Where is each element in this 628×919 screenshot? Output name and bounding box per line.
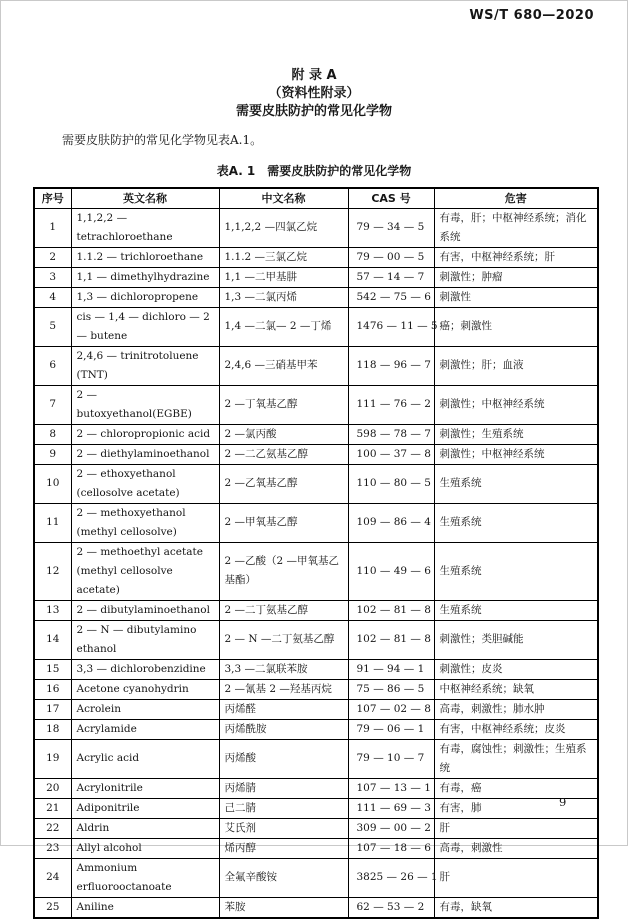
- cell-hazard: 有害，中枢神经系统；肝: [434, 247, 598, 267]
- table-row: [34, 679, 598, 699]
- cell-english: 1,1,2,2 — tetrachloroethane: [71, 208, 219, 247]
- cell-cas: 102 — 81 — 8: [348, 620, 434, 659]
- cell-chinese: 1,4 —二氯— 2 —丁烯: [219, 307, 348, 346]
- col-header-english: 英文名称: [71, 188, 219, 208]
- table-row: [34, 838, 598, 858]
- table-row: [34, 897, 598, 918]
- cell-hazard: 肝: [434, 858, 598, 897]
- cell-index: 22: [34, 818, 71, 838]
- cell-hazard: 生殖系统: [434, 464, 598, 503]
- cell-chinese: 1.1.2 —三氯乙烷: [219, 247, 348, 267]
- cell-cas: 79 — 10 — 7: [348, 739, 434, 778]
- cell-chinese: 2 —丁氧基乙醇: [219, 385, 348, 424]
- cell-english: 2 — chloropropionic acid: [71, 424, 219, 444]
- cell-cas: 107 — 18 — 6: [348, 838, 434, 858]
- table-row: [34, 798, 598, 818]
- cell-index: 21: [34, 798, 71, 818]
- col-header-index: 序号: [34, 188, 71, 208]
- cell-chinese: 2 —二乙氨基乙醇: [219, 444, 348, 464]
- cell-english: 1.1.2 — trichloroethane: [71, 247, 219, 267]
- table-row: [34, 620, 598, 659]
- cell-index: 15: [34, 659, 71, 679]
- intro-paragraph: 需要皮肤防护的常见化学物见表A.1。: [62, 133, 263, 147]
- cell-index: 13: [34, 600, 71, 620]
- cell-index: 11: [34, 503, 71, 542]
- table-row: [34, 424, 598, 444]
- cell-index: 24: [34, 858, 71, 897]
- cell-english: Aldrin: [71, 818, 219, 838]
- table-row: [34, 444, 598, 464]
- cell-index: 12: [34, 542, 71, 600]
- cell-index: 1: [34, 208, 71, 247]
- cell-english: 1,3 — dichloropropene: [71, 287, 219, 307]
- cell-chinese: 2 —乙氧基乙醇: [219, 464, 348, 503]
- cell-hazard: 有害，肺: [434, 798, 598, 818]
- doc-code: WS/T 680—2020: [469, 8, 594, 23]
- table-row: [34, 208, 598, 247]
- cell-chinese: 1,1 —二甲基肼: [219, 267, 348, 287]
- cell-cas: 118 — 96 — 7: [348, 346, 434, 385]
- cell-english: 2 — N — dibutylamino ethanol: [71, 620, 219, 659]
- cell-hazard: 癌；刺激性: [434, 307, 598, 346]
- cell-cas: 79 — 06 — 1: [348, 719, 434, 739]
- col-header-chinese: 中文名称: [219, 188, 348, 208]
- cell-hazard: 刺激性；皮炎: [434, 659, 598, 679]
- cell-chinese: 3,3 —二氯联苯胺: [219, 659, 348, 679]
- cell-cas: 57 — 14 — 7: [348, 267, 434, 287]
- cell-cas: 79 — 34 — 5: [348, 208, 434, 247]
- cell-cas: 111 — 69 — 3: [348, 798, 434, 818]
- cell-english: 2 — butoxyethanol(EGBE): [71, 385, 219, 424]
- cell-hazard: 刺激性；生殖系统: [434, 424, 598, 444]
- cell-cas: 102 — 81 — 8: [348, 600, 434, 620]
- cell-index: 5: [34, 307, 71, 346]
- cell-index: 14: [34, 620, 71, 659]
- cell-cas: 598 — 78 — 7: [348, 424, 434, 444]
- table-row: [34, 659, 598, 679]
- cell-index: 16: [34, 679, 71, 699]
- table-row: [34, 739, 598, 778]
- cell-english: 3,3 — dichlorobenzidine: [71, 659, 219, 679]
- cell-chinese: 2 —氰基 2 —羟基丙烷: [219, 679, 348, 699]
- table-row: [34, 385, 598, 424]
- cell-english: 2,4,6 — trinitrotoluene (TNT): [71, 346, 219, 385]
- cell-cas: 62 — 53 — 2: [348, 897, 434, 918]
- cell-cas: 309 — 00 — 2: [348, 818, 434, 838]
- cell-english: Adiponitrile: [71, 798, 219, 818]
- cell-cas: 100 — 37 — 8: [348, 444, 434, 464]
- cell-chinese: 丙烯酸: [219, 739, 348, 778]
- cell-cas: 109 — 86 — 4: [348, 503, 434, 542]
- appendix-title-line2: （资料性附录）: [268, 86, 360, 101]
- cell-hazard: 生殖系统: [434, 542, 598, 600]
- cell-index: 23: [34, 838, 71, 858]
- cell-english: 2 — methoethyl acetate (methyl cellosolve acetate): [71, 542, 219, 600]
- cell-hazard: 有毒，癌: [434, 778, 598, 798]
- cell-cas: 107 — 13 — 1: [348, 778, 434, 798]
- table-row: [34, 719, 598, 739]
- cell-cas: 542 — 75 — 6: [348, 287, 434, 307]
- cell-hazard: 生殖系统: [434, 503, 598, 542]
- cell-hazard: 刺激性；中枢神经系统: [434, 444, 598, 464]
- appendix-title-line1: 附 录 A: [291, 68, 337, 83]
- cell-chinese: 2 —乙酸（2 —甲氧基乙基酯）: [219, 542, 348, 600]
- cell-hazard: 刺激性；中枢神经系统: [434, 385, 598, 424]
- table-caption: 表A. 1 需要皮肤防护的常见化学物: [216, 164, 412, 178]
- cell-hazard: 刺激性: [434, 287, 598, 307]
- cell-chinese: 1,1,2,2 —四氯乙烷: [219, 208, 348, 247]
- cell-hazard: 中枢神经系统；缺氧: [434, 679, 598, 699]
- table-row: [34, 818, 598, 838]
- cell-hazard: 高毒，刺激性；肺水肿: [434, 699, 598, 719]
- cell-english: Acrylic acid: [71, 739, 219, 778]
- cell-chinese: 2,4,6 —三硝基甲苯: [219, 346, 348, 385]
- table-row: [34, 464, 598, 503]
- cell-cas: 91 — 94 — 1: [348, 659, 434, 679]
- cell-english: Aniline: [71, 897, 219, 918]
- cell-index: 20: [34, 778, 71, 798]
- cell-hazard: 有毒，肝；中枢神经系统；消化系统: [434, 208, 598, 247]
- cell-cas: 3825 — 26 — 1: [348, 858, 434, 897]
- appendix-title-line3: 需要皮肤防护的常见化学物: [235, 104, 392, 119]
- chemicals-table: [33, 187, 599, 919]
- cell-chinese: 丙烯醛: [219, 699, 348, 719]
- cell-index: 19: [34, 739, 71, 778]
- cell-chinese: 2 —氯丙酸: [219, 424, 348, 444]
- cell-index: 18: [34, 719, 71, 739]
- table-row: [34, 247, 598, 267]
- cell-english: 2 — ethoxyethanol (cellosolve acetate): [71, 464, 219, 503]
- page-number: 9: [559, 795, 567, 809]
- cell-hazard: 刺激性；类胆碱能: [434, 620, 598, 659]
- cell-index: 10: [34, 464, 71, 503]
- table-row: [34, 307, 598, 346]
- cell-chinese: 2 —甲氧基乙醇: [219, 503, 348, 542]
- col-header-cas: CAS 号: [348, 188, 434, 208]
- table-row: [34, 287, 598, 307]
- cell-index: 25: [34, 897, 71, 918]
- table-row: [34, 267, 598, 287]
- cell-english: 2 — methoxyethanol (methyl cellosolve): [71, 503, 219, 542]
- cell-hazard: 高毒，刺激性: [434, 838, 598, 858]
- cell-index: 8: [34, 424, 71, 444]
- cell-english: Allyl alcohol: [71, 838, 219, 858]
- cell-english: cis — 1,4 — dichloro — 2 — butene: [71, 307, 219, 346]
- table-row: [34, 542, 598, 600]
- cell-hazard: 有毒，缺氧: [434, 897, 598, 918]
- table-row: [34, 600, 598, 620]
- cell-index: 17: [34, 699, 71, 719]
- cell-chinese: 艾氏剂: [219, 818, 348, 838]
- cell-chinese: 丙烯腈: [219, 778, 348, 798]
- cell-hazard: 有害，中枢神经系统；皮炎: [434, 719, 598, 739]
- cell-english: Acrylonitrile: [71, 778, 219, 798]
- cell-cas: 111 — 76 — 2: [348, 385, 434, 424]
- cell-index: 2: [34, 247, 71, 267]
- cell-cas: 75 — 86 — 5: [348, 679, 434, 699]
- table-row: [34, 778, 598, 798]
- cell-english: Ammonium erfluorooctanoate: [71, 858, 219, 897]
- cell-english: Acetone cyanohydrin: [71, 679, 219, 699]
- cell-cas: 110 — 49 — 6: [348, 542, 434, 600]
- table-row: [34, 858, 598, 897]
- appendix-title-block: [1, 67, 627, 121]
- cell-cas: 107 — 02 — 8: [348, 699, 434, 719]
- table-row: [34, 699, 598, 719]
- cell-chinese: 己二腈: [219, 798, 348, 818]
- cell-chinese: 丙烯酰胺: [219, 719, 348, 739]
- cell-chinese: 2 — N —二丁氨基乙醇: [219, 620, 348, 659]
- chemicals-table-body: [34, 208, 598, 918]
- cell-hazard: 生殖系统: [434, 600, 598, 620]
- cell-hazard: 有毒，腐蚀性；刺激性；生殖系统: [434, 739, 598, 778]
- cell-index: 6: [34, 346, 71, 385]
- cell-index: 9: [34, 444, 71, 464]
- cell-index: 3: [34, 267, 71, 287]
- cell-english: 1,1 — dimethylhydrazine: [71, 267, 219, 287]
- cell-hazard: 肝: [434, 818, 598, 838]
- cell-index: 4: [34, 287, 71, 307]
- cell-chinese: 全氟辛酸铵: [219, 858, 348, 897]
- cell-index: 7: [34, 385, 71, 424]
- cell-chinese: 烯丙醇: [219, 838, 348, 858]
- cell-cas: 110 — 80 — 5: [348, 464, 434, 503]
- cell-chinese: 苯胺: [219, 897, 348, 918]
- cell-chinese: 2 —二丁氨基乙醇: [219, 600, 348, 620]
- cell-cas: 79 — 00 — 5: [348, 247, 434, 267]
- cell-chinese: 1,3 —二氯丙烯: [219, 287, 348, 307]
- table-row: [34, 503, 598, 542]
- cell-english: 2 — dibutylaminoethanol: [71, 600, 219, 620]
- cell-hazard: 刺激性；肝；血液: [434, 346, 598, 385]
- table-header-row: [34, 188, 598, 208]
- cell-english: Acrolein: [71, 699, 219, 719]
- table-row: [34, 346, 598, 385]
- cell-english: 2 — diethylaminoethanol: [71, 444, 219, 464]
- cell-hazard: 刺激性；肿瘤: [434, 267, 598, 287]
- cell-cas: 1476 — 11 — 5: [348, 307, 434, 346]
- cell-english: Acrylamide: [71, 719, 219, 739]
- col-header-hazard: 危害: [434, 188, 598, 208]
